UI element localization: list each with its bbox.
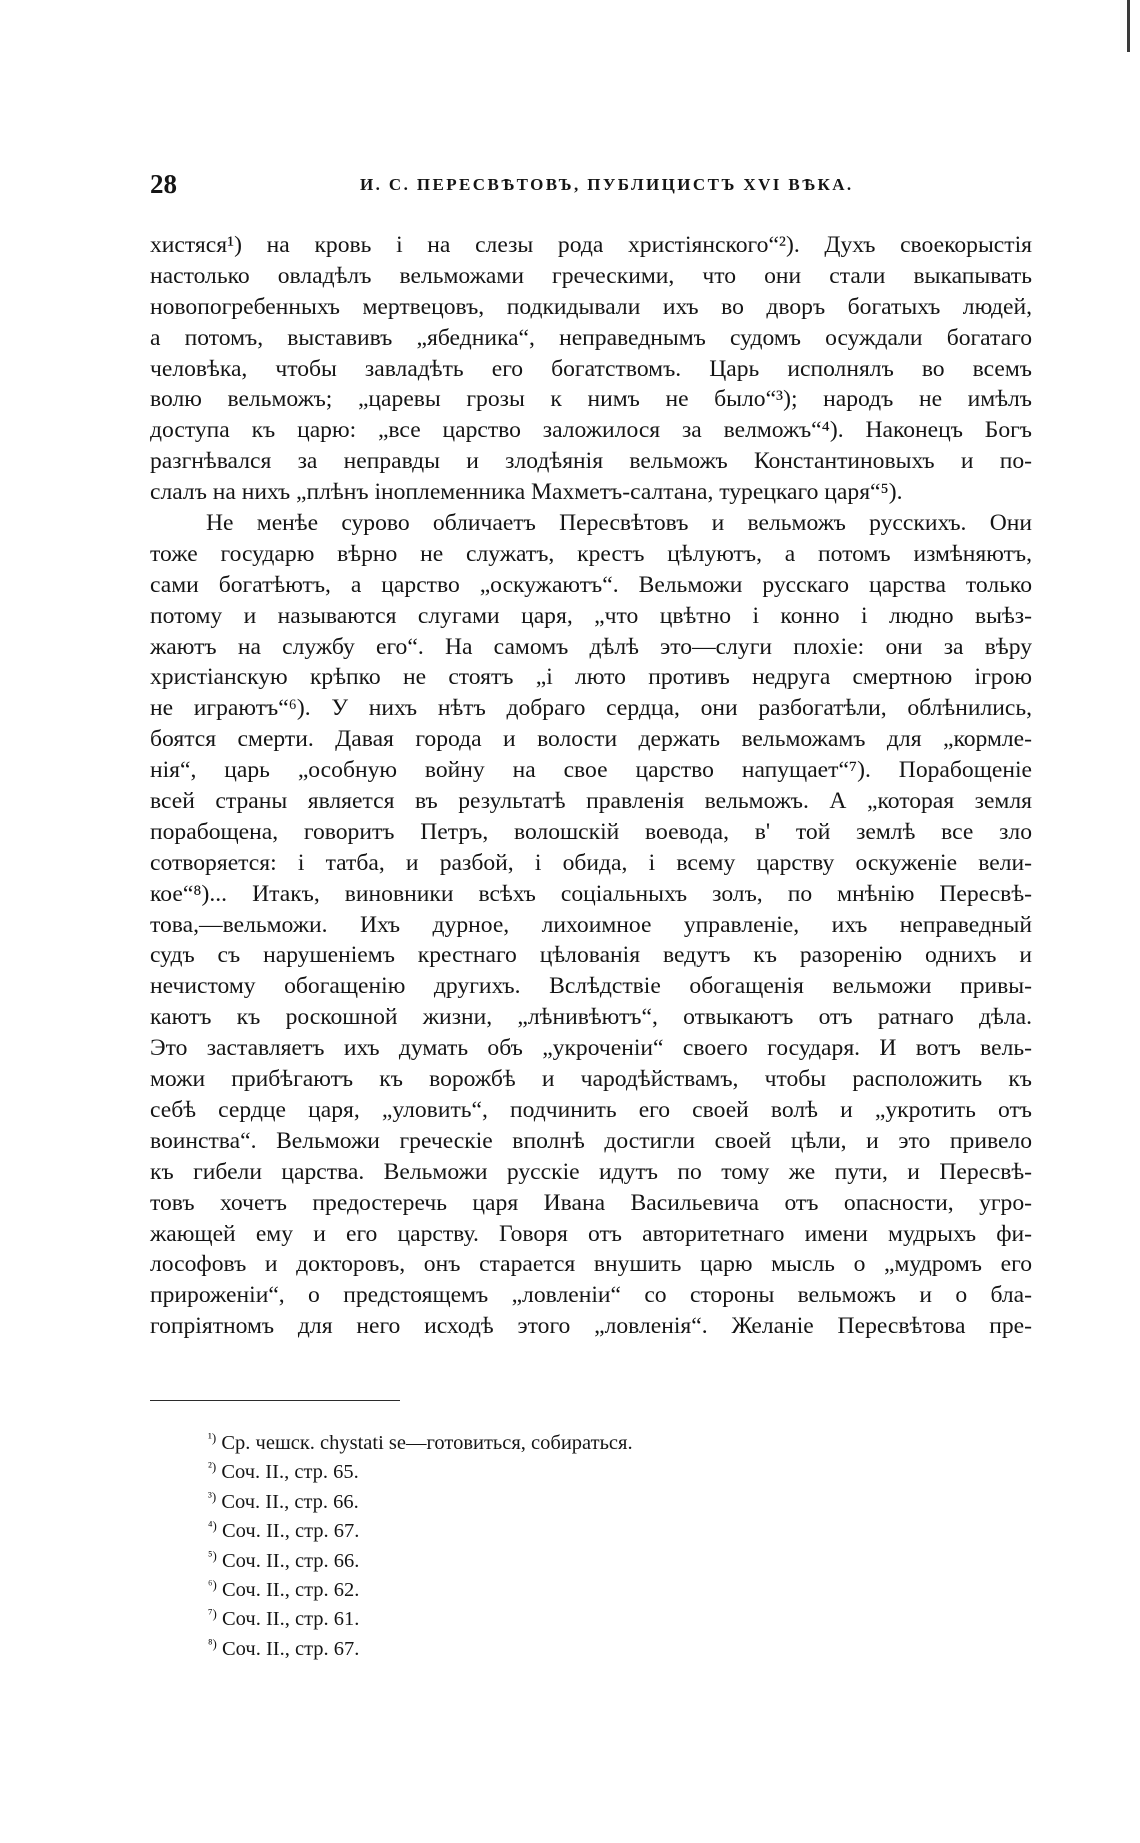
text-line: христіанскую крѣпко не стоятъ „і люто противъ недруга смертною ігрою	[150, 664, 1032, 691]
text-line: къ гибели царства. Вельможи русскіе идутъ по тому же пути, и Пересвѣ-	[150, 1158, 1032, 1185]
text-line: доступа къ царю: „все царство заложилося за велможъ“⁴). Наконецъ Богъ	[150, 417, 1032, 444]
footnote-mark: ⁷)	[208, 1606, 217, 1622]
page-number: 28	[150, 169, 177, 199]
text-line: можи прибѣгаютъ къ ворожбѣ и чародѣйствамъ, чтобы расположить къ	[150, 1066, 1032, 1093]
paragraph-start-line: Не менѣе сурово обличаетъ Пересвѣтовъ и вельможъ русскихъ. Они	[206, 510, 1032, 537]
footnote-mark: ⁸)	[208, 1635, 217, 1651]
text-line: тоже государю вѣрно не служатъ, крестъ цѣлуютъ, а потомъ измѣняютъ,	[150, 540, 1032, 567]
footnote-separator	[150, 1400, 400, 1401]
footnote-text: Соч. II., стр. 61.	[216, 1608, 360, 1631]
footnote-text: Ср. чешск. chystati se—готовиться, собираться.	[216, 1432, 633, 1454]
footnote-mark: ⁵)	[208, 1547, 217, 1563]
text-line: нечистому обогащенію другихъ. Вслѣдствіе обогащенія вельможи привы-	[150, 973, 1032, 1000]
text-line: нія“, царь „особную войну на свое царство напущает“⁷). Порабощеніе	[150, 757, 1032, 784]
footnote	[208, 1629, 908, 1658]
text-line: жающей ему и его царству. Говоря отъ авторитетнаго имени мудрыхъ фи-	[150, 1220, 1032, 1247]
footnote	[208, 1482, 908, 1511]
text-line: слалъ на нихъ „плѣнъ іноплеменника Махметъ-салтана, турецкаго царя“⁵).	[150, 479, 903, 506]
text-line: прироженіи“, о предстоящемъ „ловленіи“ со стороны вельможъ и о бла-	[150, 1282, 1032, 1309]
text-line: не играютъ“⁶). У нихъ нѣтъ добраго сердца, они разбогатѣли, облѣнились,	[150, 695, 1032, 722]
footnote-text: Соч. II., стр. 62.	[216, 1578, 360, 1601]
footnote	[208, 1423, 908, 1452]
footnote-text: Соч. II., стр. 67.	[216, 1637, 360, 1660]
text-line: а потомъ, выставивъ „ябедника“, неправеднымъ судомъ осуждали богатаго	[150, 324, 1032, 351]
text-line: судъ съ нарушеніемъ крестнаго цѣлованія ведутъ къ разоренію однихъ и	[150, 942, 1032, 969]
footnote-mark: ²)	[208, 1459, 217, 1475]
text-line: волю вельможъ; „царевы грозы к нимъ не было“³); народъ не имѣлъ	[150, 386, 1032, 413]
text-line: порабощена, говоритъ Петръ, волошскій воевода, в' той землѣ все зло	[150, 818, 1032, 845]
text-line: сами богатѣютъ, а царство „оскужаютъ“. Вельможи русскаго царства только	[150, 571, 1032, 598]
footnote-text: Соч. II., стр. 66.	[216, 1490, 359, 1513]
text-line: гопріятномъ для него исходѣ этого „ловленія“. Желаніе Пересвѣтова пре-	[150, 1313, 1032, 1340]
text-line: потому и называются слугами царя, „что цвѣтно і конно і людно выѣз-	[150, 602, 1032, 629]
footnote	[208, 1599, 908, 1631]
footnote-text: Соч. II., стр. 66.	[216, 1549, 360, 1572]
footnote-text: Соч. II., стр. 67.	[216, 1520, 360, 1543]
text-line: воинства“. Вельможи греческіе вполнѣ достигли своей цѣли, и это привело	[150, 1127, 1032, 1154]
text-line: лософовъ и докторовъ, онъ старается внушить царю мысль о „мудромъ его	[150, 1251, 1032, 1278]
text-line: това,—вельможи. Ихъ дурное, лихоимное управленіе, ихъ неправедный	[150, 911, 1032, 938]
text-line: всей страны является въ результатѣ правленія вельможъ. А „которая земля	[150, 788, 1032, 815]
text-line: товъ хочетъ предостеречь царя Ивана Васильевича отъ опасности, угро-	[150, 1189, 1032, 1216]
text-line: кое“⁸)... Итакъ, виновники всѣхъ соціальныхъ золъ, по мнѣнію Пересвѣ-	[150, 880, 1032, 907]
text-line: жаютъ на службу его“. На самомъ дѣлѣ это—слуги плохіе: они за вѣру	[150, 633, 1032, 660]
footnote-mark: ³)	[208, 1488, 217, 1504]
footnote-text: Соч. II., стр. 65.	[216, 1461, 359, 1484]
text-line: настолько овладѣлъ вельможами греческими, что они стали выкапывать	[150, 262, 1032, 289]
text-line: каютъ къ роскошной жизни, „лѣнивѣютъ“, отвыкаютъ отъ ратнаго дѣла.	[150, 1004, 1032, 1031]
text-line: хистяся¹) на кровь і на слезы рода христіянского“²). Духъ своекорыстія	[150, 232, 1032, 258]
body-text	[150, 230, 1032, 1342]
text-line: себѣ сердце царя, „уловить“, подчинить его своей волѣ и „укротить отъ	[150, 1096, 1032, 1123]
footnote-mark: ⁴)	[208, 1518, 217, 1534]
text-line: новопогребенныхъ мертвецовъ, подкидывали ихъ во дворъ богатыхъ людей,	[150, 293, 1032, 320]
footnote	[208, 1541, 908, 1570]
footnote	[208, 1452, 908, 1484]
text-line: человѣка, чтобы завладѣть его богатствомъ. Царь исполнялъ во всемъ	[150, 355, 1032, 382]
text-line: сотворяется: і татба, и разбой, і обида, і всему царству оскуженіе вели-	[150, 849, 1032, 876]
text-line: разгнѣвался за неправды и злодѣянія вельможъ Константиновыхъ и по-	[150, 448, 1032, 475]
footnotes	[208, 1423, 908, 1658]
page-header	[150, 166, 854, 206]
footnote-mark: ¹)	[208, 1430, 217, 1445]
page-edge-mark	[1127, 0, 1130, 52]
text-line: боятся смерти. Давая города и волости держать вельможамъ для „кормле-	[150, 726, 1032, 753]
text-line: Это заставляетъ ихъ думать объ „укроченіи“ своего государя. И вотъ вель-	[150, 1035, 1032, 1062]
footnote	[208, 1570, 908, 1599]
footnote-mark: ⁶)	[208, 1576, 217, 1592]
footnote	[208, 1511, 908, 1543]
running-title: И. С. ПЕРЕСВѢТОВЪ, ПУБЛИЦИСТЪ XVI ВѢКА.	[360, 175, 854, 194]
